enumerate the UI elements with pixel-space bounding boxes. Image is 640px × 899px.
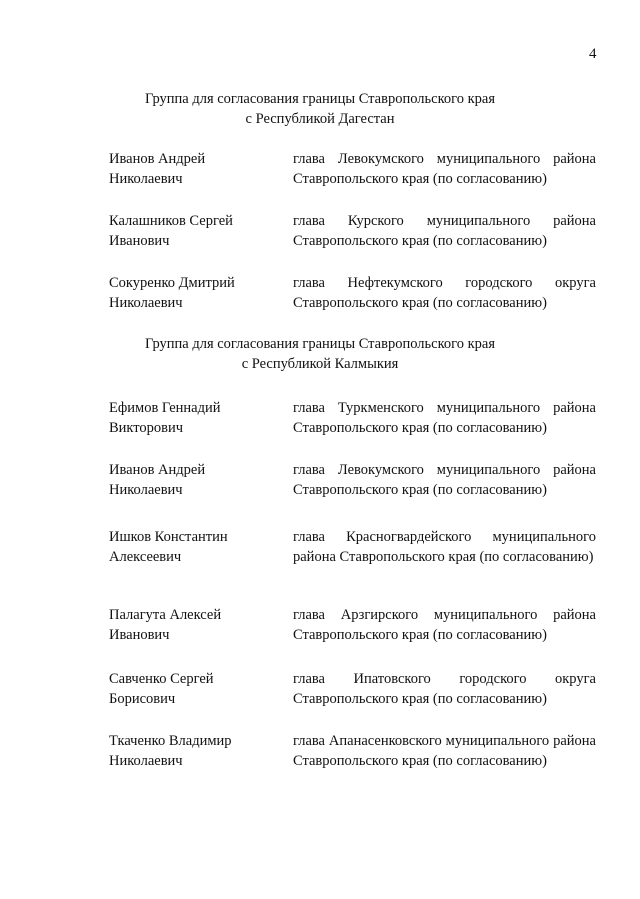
member-name [109, 460, 289, 500]
member-patronymic: Николаевич [109, 482, 183, 498]
member-role: глава Красногвардейского муниципального района Ставропольского края (по согласованию) [293, 529, 596, 565]
member-name [109, 605, 289, 645]
group-heading-line: Группа для согласования границы Ставропольского края [144, 91, 495, 107]
member-role: глава Нефтекумского городского округа Ставропольского края (по согласованию) [293, 275, 596, 311]
member-role: глава Туркменского муниципального района Ставропольского края (по согласованию) [293, 400, 596, 436]
group-heading-line: Группа для согласования границы Ставропольского края [144, 336, 495, 352]
member-patronymic: Николаевич [109, 753, 183, 769]
member-name [109, 398, 289, 438]
member-patronymic: Иванович [109, 233, 170, 249]
member-role: глава Апанасенковского муниципального района Ставропольского края (по согласованию) [293, 733, 596, 769]
member-patronymic: Николаевич [109, 295, 183, 311]
member-name [109, 731, 289, 771]
group-heading-line: с Республикой Дагестан [245, 111, 395, 127]
member-surname-given: Сокуренко Дмитрий [109, 275, 235, 291]
page-number: 4 [589, 46, 597, 62]
member-role: глава Арзгирского муниципального района Ставропольского края (по согласованию) [293, 607, 596, 643]
member-surname-given: Ткаченко Владимир [109, 733, 232, 749]
group-heading-kalmykia [0, 334, 640, 374]
member-name [109, 273, 289, 313]
member-name [109, 149, 289, 189]
member-surname-given: Иванов Андрей [109, 462, 206, 478]
member-role: глава Левокумского муниципального района Ставропольского края (по согласованию) [293, 151, 596, 187]
member-surname-given: Ишков Константин [109, 529, 228, 545]
member-surname-given: Палагута Алексей [109, 607, 222, 623]
member-name [109, 211, 289, 251]
member-name [109, 669, 289, 709]
member-surname-given: Калашников Сергей [109, 213, 233, 229]
member-patronymic: Иванович [109, 627, 170, 643]
member-patronymic: Алексеевич [109, 549, 182, 565]
member-patronymic: Викторович [109, 420, 184, 436]
member-surname-given: Савченко Сергей [109, 671, 214, 687]
member-name [109, 527, 289, 567]
member-surname-given: Иванов Андрей [109, 151, 206, 167]
member-role: глава Левокумского муниципального района Ставропольского края (по согласованию) [293, 462, 596, 498]
member-patronymic: Борисович [109, 691, 176, 707]
group-heading-dagestan [0, 89, 640, 129]
member-surname-given: Ефимов Геннадий [109, 400, 221, 416]
member-role: глава Курского муниципального района Ставропольского края (по согласованию) [293, 213, 596, 249]
member-patronymic: Николаевич [109, 171, 183, 187]
group-heading-line: с Республикой Калмыкия [241, 356, 399, 372]
member-role: глава Ипатовского городского округа Ставропольского края (по согласованию) [293, 671, 596, 707]
